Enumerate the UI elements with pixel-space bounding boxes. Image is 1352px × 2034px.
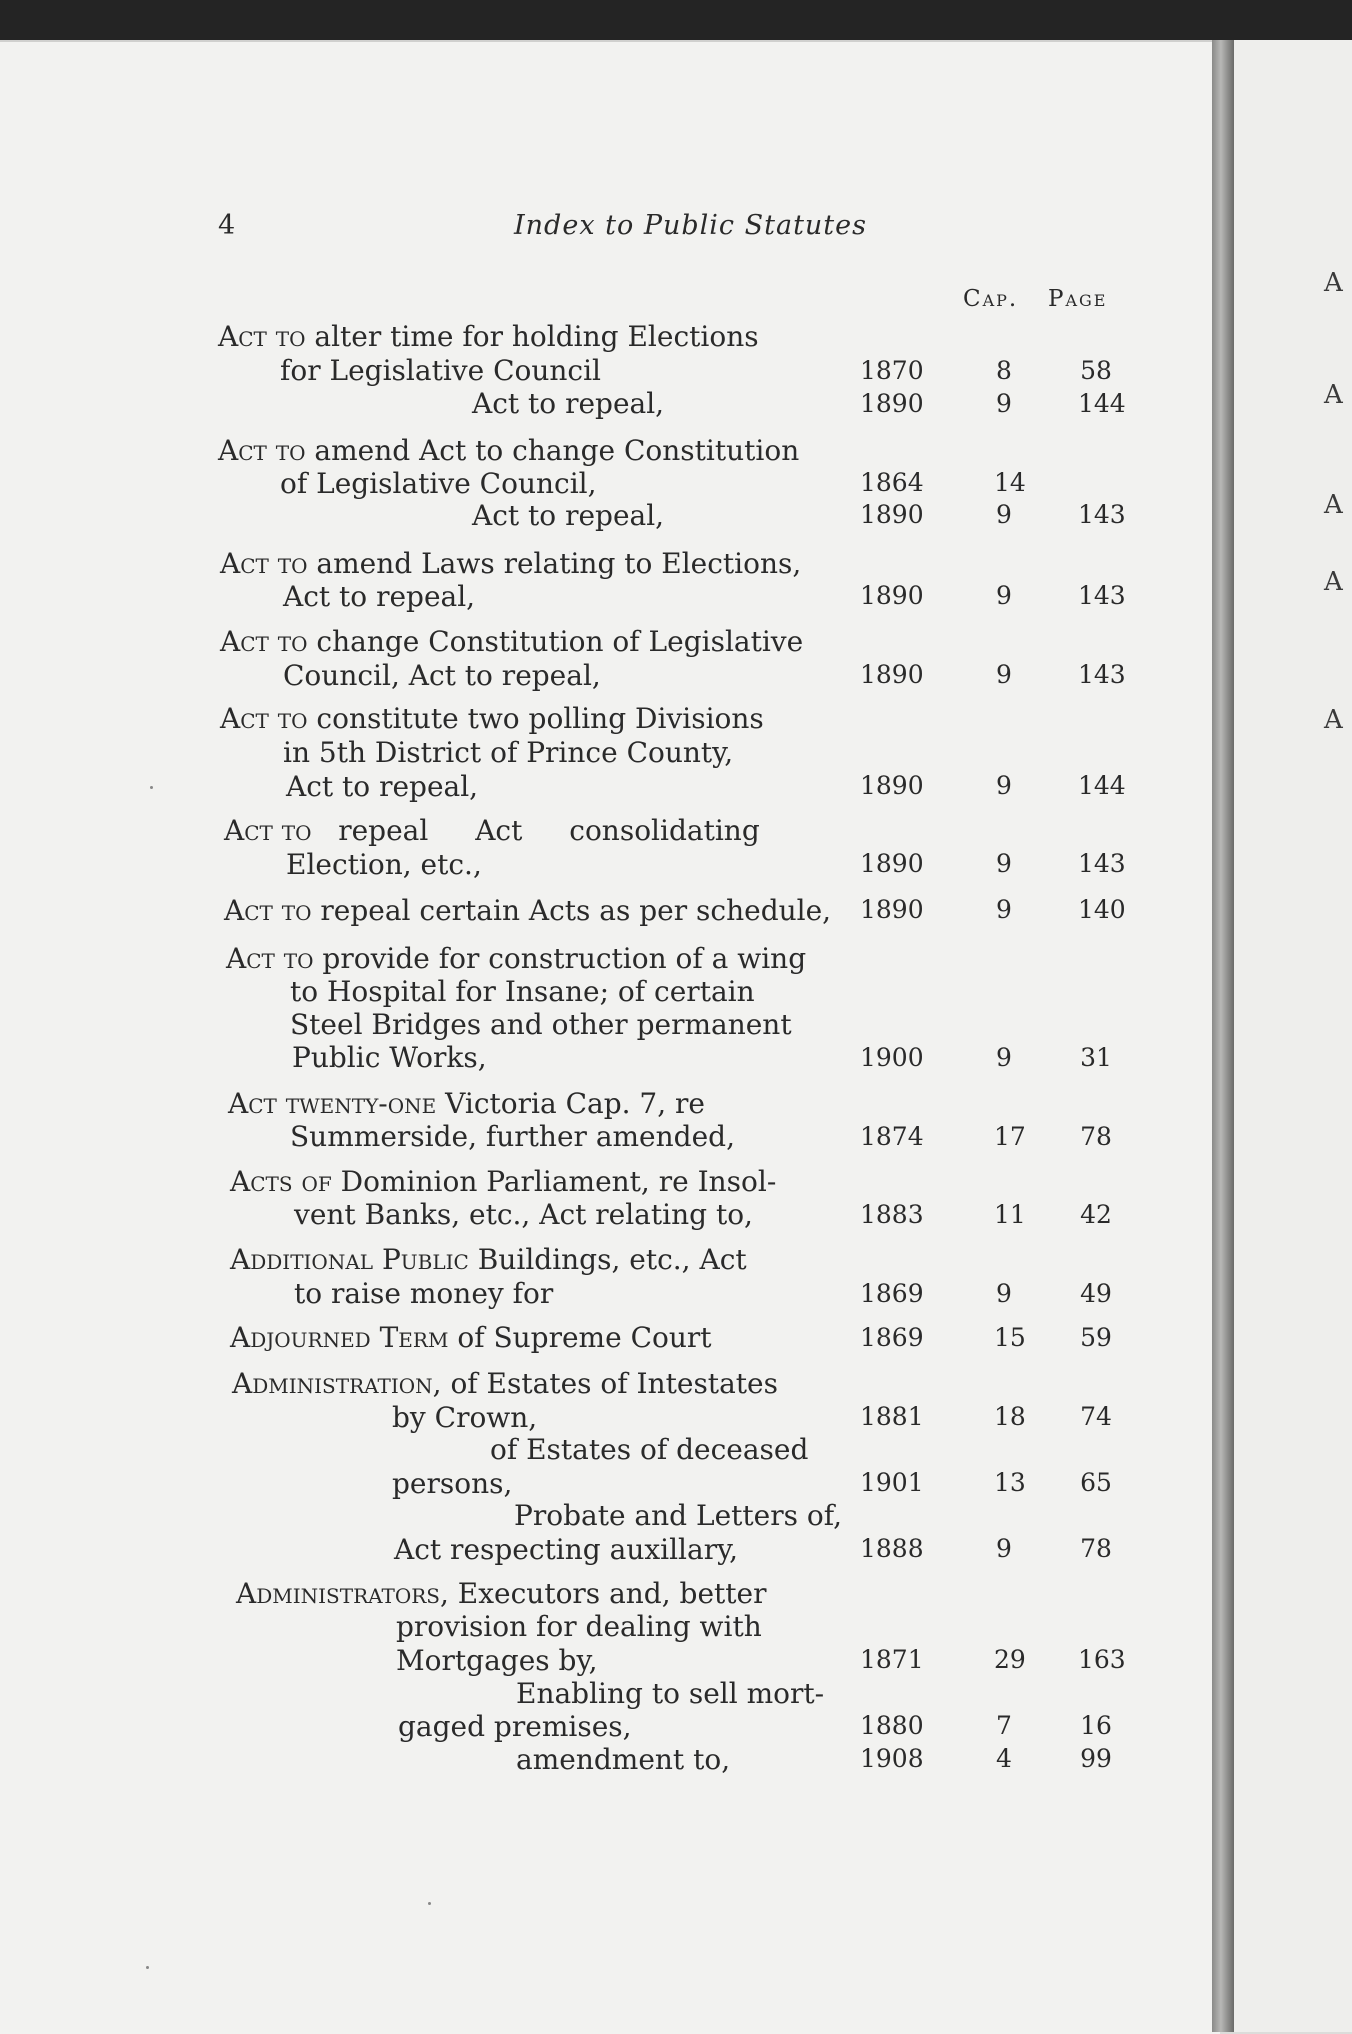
entry-cap: 11 [994,1200,1026,1229]
entry-heading: Act to [220,547,308,580]
entry-year: 1874 [860,1122,924,1151]
entry-page: 143 [1078,660,1126,689]
entry-heading: Act to [218,434,306,467]
entry-year: 1890 [860,389,924,418]
paper-speck [428,1902,431,1905]
entry-page: 144 [1078,771,1126,800]
index-entry-line: Public Works, [292,1041,487,1074]
entry-year: 1890 [860,581,924,610]
entry-heading: Acts of [230,1165,332,1198]
entry-cap: 9 [996,500,1012,529]
entry-cap: 9 [996,895,1012,924]
entry-cap: 13 [994,1468,1026,1497]
index-entry-line: Act to repeal, [286,770,479,803]
entry-cap: 8 [996,356,1012,385]
entry-cap: 9 [996,1534,1012,1563]
entry-year: 1900 [860,1043,924,1072]
entry-heading: Act to [224,894,312,927]
index-entry-line: Act to repeal certain Acts as per schedule, [224,894,832,927]
index-entry-line: Act to repeal, [472,499,665,532]
index-entry-line: Act to alter time for holding Elections [218,320,759,353]
entry-year: 1908 [860,1744,924,1773]
entry-year: 1890 [860,500,924,529]
entry-cap: 15 [994,1323,1026,1352]
entry-page: 31 [1080,1043,1112,1072]
entry-cap: 17 [994,1122,1026,1151]
index-entry-line: Steel Bridges and other permanent [290,1008,792,1041]
entry-cap: 18 [994,1402,1026,1431]
facing-page-letter: A [1324,268,1343,298]
entry-page: 16 [1080,1711,1112,1740]
entry-cap: 9 [996,1043,1012,1072]
index-entry-line: Acts of Dominion Parliament, re Insol- [230,1165,777,1198]
entry-heading: Act to [220,625,308,658]
index-entry-line: gaged premises, [398,1710,632,1743]
index-entry-line: Act to constitute two polling Divisions [220,702,764,735]
entry-heading: Additional Public [230,1243,469,1276]
entry-heading: Act to [218,320,306,353]
index-entry-line: Council, Act to repeal, [283,659,601,692]
entry-page: 49 [1080,1279,1112,1308]
index-entry-line: Act respecting auxillary, [394,1533,739,1566]
index-entry-line: of Legislative Council, [280,467,597,500]
index-entry-line: Act to repeal, [472,387,665,420]
entry-year: 1869 [860,1279,924,1308]
entry-year: 1890 [860,771,924,800]
index-entry-line: Mortgages by, [396,1644,598,1677]
entry-year: 1890 [860,660,924,689]
entry-heading: Act to [220,702,308,735]
index-entry-line: in 5th District of Prince County, [283,736,734,769]
entry-heading: Adjourned Term [230,1321,449,1354]
entry-cap: 7 [996,1711,1012,1740]
entry-heading: Act to [224,814,312,847]
entry-heading: Administrators, [236,1577,449,1610]
entry-page: 65 [1080,1468,1112,1497]
page-title: Index to Public Statutes [514,210,867,241]
paper-speck [150,786,153,789]
entry-page: 59 [1080,1323,1112,1352]
index-entry-line: Act to repeal Act consolidating [224,814,760,847]
index-entry-line: Adjourned Term of Supreme Court [230,1321,712,1354]
entry-page: 42 [1080,1200,1112,1229]
entry-cap: 9 [996,389,1012,418]
index-entry-line: Summerside, further amended, [290,1120,735,1153]
index-entry-line: to raise money for [294,1277,554,1310]
entry-page: 143 [1078,849,1126,878]
index-entry-line: to Hospital for Insane; of certain [290,975,755,1008]
paper-speck [146,1966,149,1969]
entry-page: 74 [1080,1402,1112,1431]
index-entry-line: Act to repeal, [283,580,476,613]
index-entry-line: provision for dealing with [396,1610,762,1643]
index-entry-line: Act twenty-one Victoria Cap. 7, re [228,1087,705,1120]
entry-cap: 14 [994,468,1026,497]
index-entry-line: vent Banks, etc., Act relating to, [294,1198,753,1231]
entry-year: 1880 [860,1711,924,1740]
entry-cap: 9 [996,660,1012,689]
index-entry-line: Act to amend Act to change Constitution [218,434,800,467]
index-entry-line: Additional Public Buildings, etc., Act [230,1243,747,1276]
column-header-page: Page [1048,286,1108,312]
entry-page: 143 [1078,581,1126,610]
entry-page: 163 [1078,1645,1126,1674]
entry-cap: 9 [996,581,1012,610]
entry-year: 1871 [860,1645,924,1674]
facing-page-letter: A [1324,567,1343,597]
index-entry-line: amendment to, [516,1743,731,1776]
entry-year: 1890 [860,895,924,924]
entry-year: 1888 [860,1534,924,1563]
entry-year: 1870 [860,356,924,385]
entry-year: 1901 [860,1468,924,1497]
entry-year: 1869 [860,1323,924,1352]
entry-page: 143 [1078,500,1126,529]
entry-heading: Act twenty-one [228,1087,437,1120]
column-header-cap: Cap. [963,286,1019,312]
entry-year: 1883 [860,1200,924,1229]
entry-page: 78 [1080,1122,1112,1151]
index-entry-line: for Legislative Council [280,354,602,387]
entry-page: 144 [1078,389,1126,418]
facing-page-letter: A [1324,380,1343,410]
entry-cap: 9 [996,849,1012,878]
index-entry-line: Administrators, Executors and, better [236,1577,767,1610]
facing-page-letter: A [1324,490,1343,520]
entry-heading: Administration, [232,1367,442,1400]
entry-cap: 29 [994,1645,1026,1674]
index-entry-line: of Estates of deceased [490,1433,809,1466]
facing-page-letter: A [1324,705,1343,735]
index-entry-line: Election, etc., [286,848,482,881]
entry-page: 99 [1080,1744,1112,1773]
entry-cap: 9 [996,1279,1012,1308]
entry-year: 1864 [860,468,924,497]
index-entry-line: Act to change Constitution of Legislative [220,625,804,658]
index-entry-line: Enabling to sell mort- [516,1677,825,1710]
entry-page: 78 [1080,1534,1112,1563]
entry-year: 1881 [860,1402,924,1431]
page-number: 4 [218,210,236,241]
index-entry-line: by Crown, [392,1401,538,1434]
entry-cap: 9 [996,771,1012,800]
entry-year: 1890 [860,849,924,878]
book-gutter [1212,40,1234,2032]
entry-cap: 4 [996,1744,1012,1773]
entry-page: 58 [1080,356,1112,385]
index-entry-line: Administration, of Estates of Intestates [232,1367,778,1400]
entry-heading: Act to [226,942,314,975]
index-entry-line: Act to amend Laws relating to Elections, [220,547,802,580]
entry-page: 140 [1078,895,1126,924]
index-entry-line: Act to provide for construction of a wing [226,942,807,975]
facing-page [1234,40,1352,2032]
index-entry-line: Probate and Letters of, [514,1499,842,1532]
index-entry-line: persons, [392,1467,513,1500]
